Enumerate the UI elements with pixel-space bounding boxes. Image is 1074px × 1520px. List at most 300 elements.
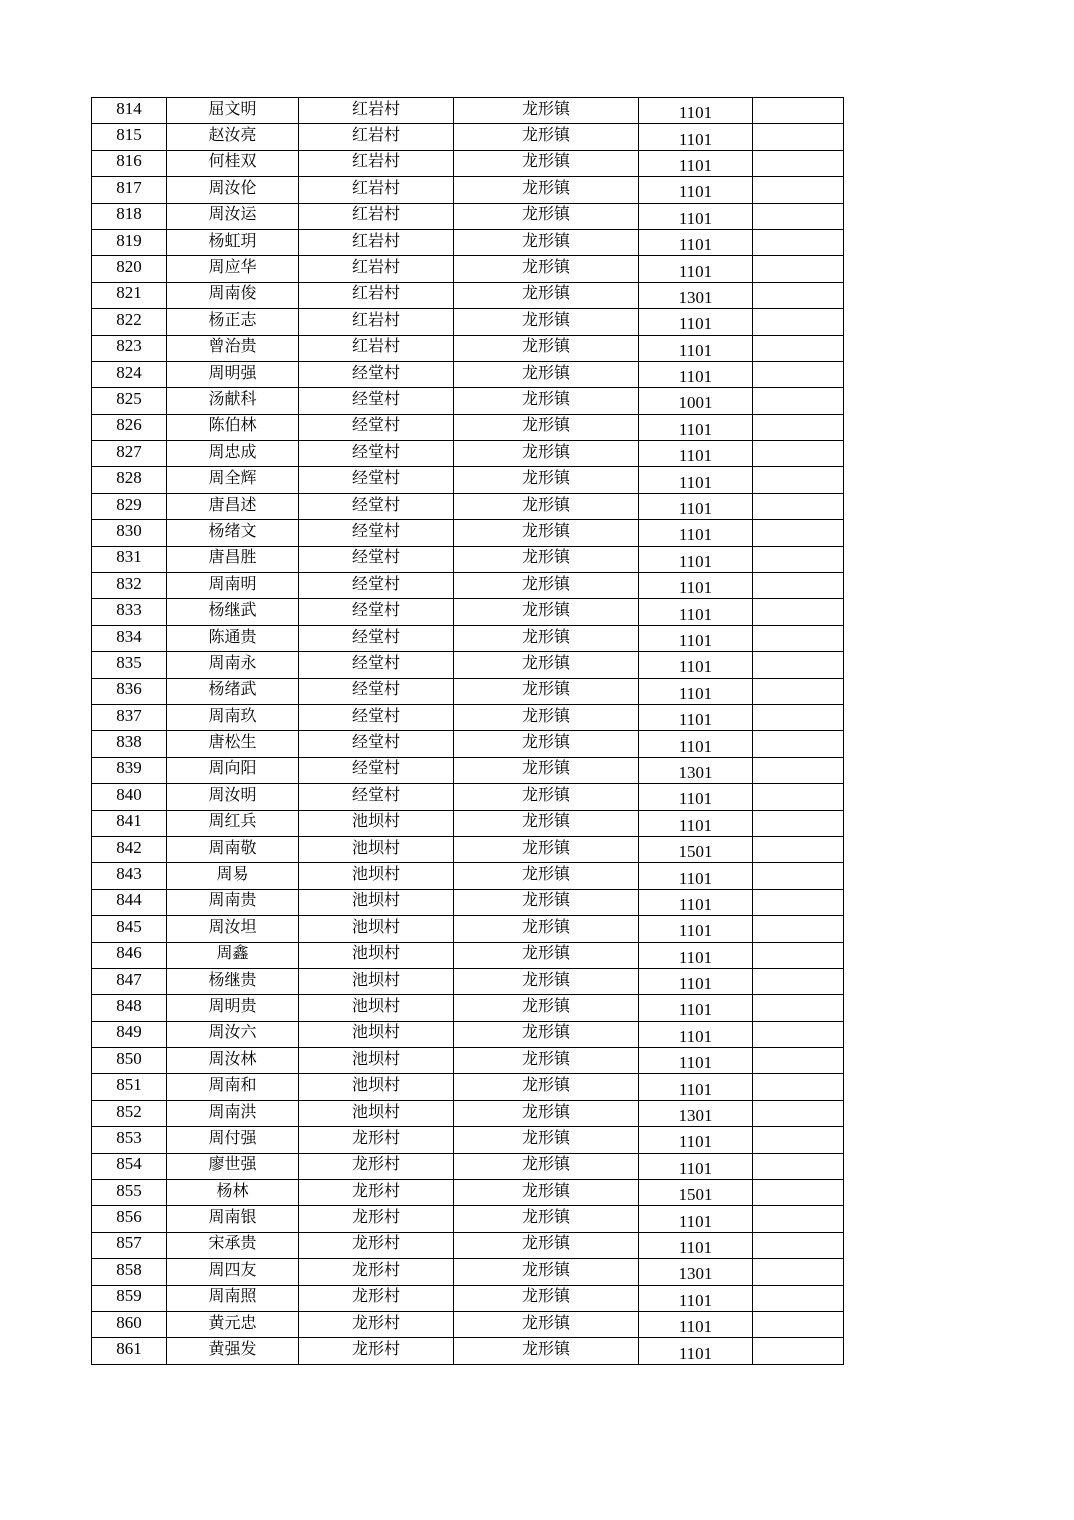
- row-number-cell: 861: [92, 1338, 167, 1364]
- code-cell: 1101: [639, 335, 753, 361]
- village-cell: 龙形村: [299, 1180, 454, 1206]
- row-number-cell: 848: [92, 995, 167, 1021]
- row-number-cell: 842: [92, 836, 167, 862]
- town-cell: 龙形镇: [454, 98, 639, 124]
- table-row: [92, 1285, 844, 1311]
- row-number-cell: 835: [92, 652, 167, 678]
- person-name-cell: 何桂双: [167, 150, 299, 176]
- note-cell: [753, 546, 844, 572]
- row-number-cell: 839: [92, 757, 167, 783]
- person-name-cell: 宋承贵: [167, 1232, 299, 1258]
- note-cell: [753, 520, 844, 546]
- row-number-cell: 827: [92, 441, 167, 467]
- town-cell: 龙形镇: [454, 203, 639, 229]
- code-cell: 1101: [639, 1048, 753, 1074]
- row-number-cell: 840: [92, 784, 167, 810]
- code-cell: 1101: [639, 1153, 753, 1179]
- table-row: [92, 229, 844, 255]
- code-cell: 1101: [639, 678, 753, 704]
- note-cell: [753, 625, 844, 651]
- person-name-cell: 周全辉: [167, 467, 299, 493]
- village-cell: 池坝村: [299, 810, 454, 836]
- table-row: [92, 678, 844, 704]
- code-cell: 1101: [639, 546, 753, 572]
- town-cell: 龙形镇: [454, 916, 639, 942]
- row-number-cell: 853: [92, 1127, 167, 1153]
- row-number-cell: 832: [92, 573, 167, 599]
- person-name-cell: 杨虹玥: [167, 229, 299, 255]
- village-cell: 红岩村: [299, 124, 454, 150]
- code-cell: 1101: [639, 177, 753, 203]
- village-cell: 经堂村: [299, 731, 454, 757]
- town-cell: 龙形镇: [454, 1021, 639, 1047]
- town-cell: 龙形镇: [454, 968, 639, 994]
- village-cell: 经堂村: [299, 599, 454, 625]
- code-cell: 1101: [639, 467, 753, 493]
- person-name-cell: 黄强发: [167, 1338, 299, 1364]
- code-cell: 1301: [639, 757, 753, 783]
- table-row: [92, 1232, 844, 1258]
- row-number-cell: 860: [92, 1311, 167, 1337]
- table-row: [92, 704, 844, 730]
- person-name-cell: 周南银: [167, 1206, 299, 1232]
- table-row: [92, 757, 844, 783]
- person-name-cell: 周汝六: [167, 1021, 299, 1047]
- town-cell: 龙形镇: [454, 889, 639, 915]
- table-row: [92, 1074, 844, 1100]
- code-cell: 1101: [639, 1127, 753, 1153]
- row-number-cell: 834: [92, 625, 167, 651]
- table-row: [92, 573, 844, 599]
- note-cell: [753, 98, 844, 124]
- note-cell: [753, 573, 844, 599]
- table-row: [92, 1311, 844, 1337]
- row-number-cell: 846: [92, 942, 167, 968]
- code-cell: 1101: [639, 968, 753, 994]
- town-cell: 龙形镇: [454, 282, 639, 308]
- person-name-cell: 周四友: [167, 1259, 299, 1285]
- person-name-cell: 唐昌胜: [167, 546, 299, 572]
- note-cell: [753, 916, 844, 942]
- note-cell: [753, 177, 844, 203]
- row-number-cell: 851: [92, 1074, 167, 1100]
- code-cell: 1101: [639, 361, 753, 387]
- town-cell: 龙形镇: [454, 678, 639, 704]
- table-row: [92, 810, 844, 836]
- code-cell: 1301: [639, 282, 753, 308]
- town-cell: 龙形镇: [454, 361, 639, 387]
- table-row: [92, 150, 844, 176]
- row-number-cell: 820: [92, 256, 167, 282]
- village-cell: 红岩村: [299, 282, 454, 308]
- town-cell: 龙形镇: [454, 1127, 639, 1153]
- note-cell: [753, 1048, 844, 1074]
- code-cell: 1001: [639, 388, 753, 414]
- village-cell: 池坝村: [299, 1021, 454, 1047]
- person-name-cell: 周南照: [167, 1285, 299, 1311]
- row-number-cell: 841: [92, 810, 167, 836]
- village-cell: 红岩村: [299, 98, 454, 124]
- town-cell: 龙形镇: [454, 863, 639, 889]
- village-cell: 龙形村: [299, 1338, 454, 1364]
- row-number-cell: 818: [92, 203, 167, 229]
- person-name-cell: 周向阳: [167, 757, 299, 783]
- person-name-cell: 周汝明: [167, 784, 299, 810]
- table-row: [92, 625, 844, 651]
- row-number-cell: 828: [92, 467, 167, 493]
- table-row: [92, 889, 844, 915]
- village-cell: 龙形村: [299, 1259, 454, 1285]
- note-cell: [753, 1285, 844, 1311]
- town-cell: 龙形镇: [454, 1048, 639, 1074]
- town-cell: 龙形镇: [454, 757, 639, 783]
- note-cell: [753, 1259, 844, 1285]
- town-cell: 龙形镇: [454, 546, 639, 572]
- table-row: [92, 388, 844, 414]
- row-number-cell: 821: [92, 282, 167, 308]
- table-row: [92, 282, 844, 308]
- row-number-cell: 836: [92, 678, 167, 704]
- note-cell: [753, 731, 844, 757]
- row-number-cell: 825: [92, 388, 167, 414]
- note-cell: [753, 229, 844, 255]
- village-cell: 经堂村: [299, 625, 454, 651]
- village-cell: 经堂村: [299, 520, 454, 546]
- village-cell: 龙形村: [299, 1285, 454, 1311]
- table-row: [92, 731, 844, 757]
- person-name-cell: 周南玖: [167, 704, 299, 730]
- row-number-cell: 823: [92, 335, 167, 361]
- town-cell: 龙形镇: [454, 229, 639, 255]
- village-cell: 经堂村: [299, 361, 454, 387]
- person-name-cell: 赵汝亮: [167, 124, 299, 150]
- person-name-cell: 周南洪: [167, 1100, 299, 1126]
- table-row: [92, 1021, 844, 1047]
- town-cell: 龙形镇: [454, 652, 639, 678]
- note-cell: [753, 388, 844, 414]
- table-row: [92, 493, 844, 519]
- code-cell: 1301: [639, 1100, 753, 1126]
- village-cell: 龙形村: [299, 1311, 454, 1337]
- person-name-cell: 周易: [167, 863, 299, 889]
- code-cell: 1101: [639, 229, 753, 255]
- code-cell: 1101: [639, 493, 753, 519]
- code-cell: 1101: [639, 520, 753, 546]
- village-cell: 经堂村: [299, 493, 454, 519]
- person-name-cell: 杨继贵: [167, 968, 299, 994]
- table-row: [92, 467, 844, 493]
- table-row: [92, 203, 844, 229]
- table-row: [92, 784, 844, 810]
- town-cell: 龙形镇: [454, 520, 639, 546]
- table-row: [92, 1259, 844, 1285]
- code-cell: 1101: [639, 1285, 753, 1311]
- village-cell: 经堂村: [299, 388, 454, 414]
- note-cell: [753, 1338, 844, 1364]
- person-name-cell: 陈伯林: [167, 414, 299, 440]
- village-cell: 龙形村: [299, 1153, 454, 1179]
- table-row: [92, 1127, 844, 1153]
- person-name-cell: 周南和: [167, 1074, 299, 1100]
- table-row: [92, 599, 844, 625]
- code-cell: 1101: [639, 889, 753, 915]
- table-row: [92, 441, 844, 467]
- note-cell: [753, 256, 844, 282]
- note-cell: [753, 335, 844, 361]
- town-cell: 龙形镇: [454, 441, 639, 467]
- table-row: [92, 98, 844, 124]
- row-number-cell: 816: [92, 150, 167, 176]
- table-row: [92, 968, 844, 994]
- town-cell: 龙形镇: [454, 810, 639, 836]
- row-number-cell: 850: [92, 1048, 167, 1074]
- code-cell: 1101: [639, 863, 753, 889]
- person-name-cell: 唐松生: [167, 731, 299, 757]
- table-row: [92, 863, 844, 889]
- person-name-cell: 曾治贵: [167, 335, 299, 361]
- code-cell: 1501: [639, 1180, 753, 1206]
- village-cell: 红岩村: [299, 309, 454, 335]
- table-row: [92, 995, 844, 1021]
- code-cell: 1101: [639, 1021, 753, 1047]
- code-cell: 1101: [639, 652, 753, 678]
- table-row: [92, 942, 844, 968]
- code-cell: 1101: [639, 1311, 753, 1337]
- row-number-cell: 831: [92, 546, 167, 572]
- village-cell: 经堂村: [299, 441, 454, 467]
- person-name-cell: 屈文明: [167, 98, 299, 124]
- village-cell: 红岩村: [299, 203, 454, 229]
- person-name-cell: 周汝林: [167, 1048, 299, 1074]
- row-number-cell: 857: [92, 1232, 167, 1258]
- code-cell: 1101: [639, 1074, 753, 1100]
- village-cell: 经堂村: [299, 414, 454, 440]
- note-cell: [753, 1232, 844, 1258]
- row-number-cell: 822: [92, 309, 167, 335]
- table-row: [92, 177, 844, 203]
- person-name-cell: 陈通贵: [167, 625, 299, 651]
- table-row: [92, 1100, 844, 1126]
- village-cell: 经堂村: [299, 678, 454, 704]
- person-name-cell: 杨绪文: [167, 520, 299, 546]
- code-cell: 1101: [639, 916, 753, 942]
- row-number-cell: 854: [92, 1153, 167, 1179]
- person-name-cell: 周应华: [167, 256, 299, 282]
- note-cell: [753, 1311, 844, 1337]
- town-cell: 龙形镇: [454, 995, 639, 1021]
- table-row: [92, 520, 844, 546]
- row-number-cell: 844: [92, 889, 167, 915]
- village-cell: 龙形村: [299, 1232, 454, 1258]
- code-cell: 1101: [639, 942, 753, 968]
- town-cell: 龙形镇: [454, 625, 639, 651]
- person-name-cell: 周汝伦: [167, 177, 299, 203]
- person-name-cell: 周汝坦: [167, 916, 299, 942]
- town-cell: 龙形镇: [454, 1311, 639, 1337]
- row-number-cell: 814: [92, 98, 167, 124]
- code-cell: 1101: [639, 784, 753, 810]
- row-number-cell: 833: [92, 599, 167, 625]
- note-cell: [753, 493, 844, 519]
- town-cell: 龙形镇: [454, 942, 639, 968]
- village-cell: 池坝村: [299, 836, 454, 862]
- village-cell: 池坝村: [299, 863, 454, 889]
- row-number-cell: 824: [92, 361, 167, 387]
- note-cell: [753, 282, 844, 308]
- person-name-cell: 周南俊: [167, 282, 299, 308]
- village-cell: 龙形村: [299, 1127, 454, 1153]
- note-cell: [753, 863, 844, 889]
- village-cell: 红岩村: [299, 256, 454, 282]
- table-row: [92, 836, 844, 862]
- person-name-cell: 唐昌述: [167, 493, 299, 519]
- table-row: [92, 124, 844, 150]
- town-cell: 龙形镇: [454, 836, 639, 862]
- village-cell: 龙形村: [299, 1206, 454, 1232]
- town-cell: 龙形镇: [454, 309, 639, 335]
- note-cell: [753, 361, 844, 387]
- table-row: [92, 916, 844, 942]
- roster-table-body: [92, 98, 844, 1365]
- person-name-cell: 杨正志: [167, 309, 299, 335]
- person-name-cell: 周红兵: [167, 810, 299, 836]
- row-number-cell: 859: [92, 1285, 167, 1311]
- code-cell: 1101: [639, 1206, 753, 1232]
- person-name-cell: 杨继武: [167, 599, 299, 625]
- code-cell: 1101: [639, 625, 753, 651]
- village-cell: 红岩村: [299, 150, 454, 176]
- town-cell: 龙形镇: [454, 124, 639, 150]
- code-cell: 1101: [639, 573, 753, 599]
- row-number-cell: 815: [92, 124, 167, 150]
- town-cell: 龙形镇: [454, 573, 639, 599]
- village-cell: 池坝村: [299, 995, 454, 1021]
- person-name-cell: 周付强: [167, 1127, 299, 1153]
- note-cell: [753, 441, 844, 467]
- village-cell: 红岩村: [299, 177, 454, 203]
- village-cell: 经堂村: [299, 757, 454, 783]
- person-name-cell: 杨绪武: [167, 678, 299, 704]
- note-cell: [753, 652, 844, 678]
- note-cell: [753, 995, 844, 1021]
- person-name-cell: 周南贵: [167, 889, 299, 915]
- person-name-cell: 周汝运: [167, 203, 299, 229]
- town-cell: 龙形镇: [454, 177, 639, 203]
- table-row: [92, 309, 844, 335]
- village-cell: 经堂村: [299, 784, 454, 810]
- table-row: [92, 256, 844, 282]
- town-cell: 龙形镇: [454, 1285, 639, 1311]
- note-cell: [753, 1153, 844, 1179]
- note-cell: [753, 599, 844, 625]
- code-cell: 1101: [639, 1232, 753, 1258]
- note-cell: [753, 1127, 844, 1153]
- village-cell: 池坝村: [299, 1100, 454, 1126]
- code-cell: 1101: [639, 810, 753, 836]
- person-name-cell: 周南明: [167, 573, 299, 599]
- town-cell: 龙形镇: [454, 467, 639, 493]
- town-cell: 龙形镇: [454, 388, 639, 414]
- code-cell: 1101: [639, 150, 753, 176]
- person-name-cell: 周南敬: [167, 836, 299, 862]
- roster-table: [91, 97, 844, 1365]
- town-cell: 龙形镇: [454, 1206, 639, 1232]
- village-cell: 经堂村: [299, 467, 454, 493]
- table-row: [92, 1206, 844, 1232]
- table-row: [92, 652, 844, 678]
- note-cell: [753, 203, 844, 229]
- row-number-cell: 837: [92, 704, 167, 730]
- table-row: [92, 1338, 844, 1364]
- village-cell: 池坝村: [299, 1074, 454, 1100]
- town-cell: 龙形镇: [454, 1180, 639, 1206]
- row-number-cell: 855: [92, 1180, 167, 1206]
- village-cell: 经堂村: [299, 546, 454, 572]
- town-cell: 龙形镇: [454, 150, 639, 176]
- town-cell: 龙形镇: [454, 414, 639, 440]
- note-cell: [753, 968, 844, 994]
- person-name-cell: 汤献科: [167, 388, 299, 414]
- note-cell: [753, 784, 844, 810]
- table-row: [92, 361, 844, 387]
- note-cell: [753, 1206, 844, 1232]
- town-cell: 龙形镇: [454, 731, 639, 757]
- town-cell: 龙形镇: [454, 1259, 639, 1285]
- note-cell: [753, 1074, 844, 1100]
- village-cell: 池坝村: [299, 968, 454, 994]
- note-cell: [753, 757, 844, 783]
- village-cell: 经堂村: [299, 652, 454, 678]
- code-cell: 1101: [639, 256, 753, 282]
- note-cell: [753, 942, 844, 968]
- village-cell: 经堂村: [299, 573, 454, 599]
- table-row: [92, 1153, 844, 1179]
- note-cell: [753, 1180, 844, 1206]
- person-name-cell: 黄元忠: [167, 1311, 299, 1337]
- table-row: [92, 546, 844, 572]
- row-number-cell: 826: [92, 414, 167, 440]
- town-cell: 龙形镇: [454, 335, 639, 361]
- note-cell: [753, 124, 844, 150]
- person-name-cell: 周明贵: [167, 995, 299, 1021]
- row-number-cell: 856: [92, 1206, 167, 1232]
- town-cell: 龙形镇: [454, 1100, 639, 1126]
- code-cell: 1101: [639, 203, 753, 229]
- code-cell: 1301: [639, 1259, 753, 1285]
- row-number-cell: 852: [92, 1100, 167, 1126]
- note-cell: [753, 467, 844, 493]
- town-cell: 龙形镇: [454, 1338, 639, 1364]
- row-number-cell: 849: [92, 1021, 167, 1047]
- village-cell: 池坝村: [299, 942, 454, 968]
- note-cell: [753, 1100, 844, 1126]
- person-name-cell: 周明强: [167, 361, 299, 387]
- person-name-cell: 周忠成: [167, 441, 299, 467]
- town-cell: 龙形镇: [454, 599, 639, 625]
- village-cell: 池坝村: [299, 916, 454, 942]
- note-cell: [753, 309, 844, 335]
- row-number-cell: 830: [92, 520, 167, 546]
- code-cell: 1101: [639, 98, 753, 124]
- code-cell: 1101: [639, 124, 753, 150]
- row-number-cell: 845: [92, 916, 167, 942]
- table-row: [92, 414, 844, 440]
- town-cell: 龙形镇: [454, 784, 639, 810]
- code-cell: 1501: [639, 836, 753, 862]
- row-number-cell: 817: [92, 177, 167, 203]
- village-cell: 池坝村: [299, 889, 454, 915]
- code-cell: 1101: [639, 704, 753, 730]
